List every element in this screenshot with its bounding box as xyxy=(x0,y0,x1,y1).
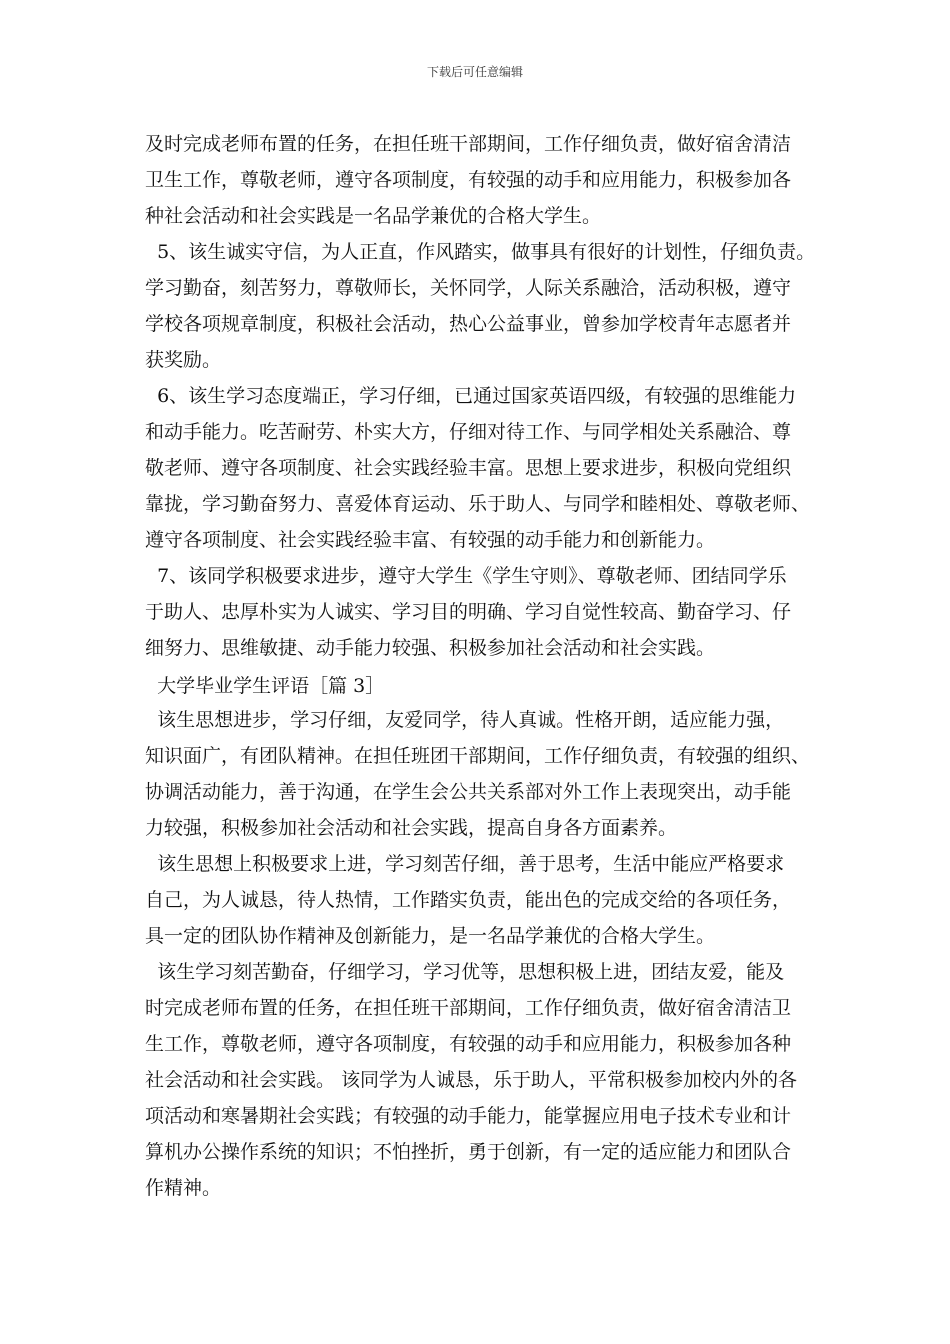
text-line: 该生学习刻苦勤奋，仔细学习，学习优等，思想积极上进，团结友爱，能及 xyxy=(145,961,785,983)
text-line: 6、该生学习态度端正，学习仔细，已通过国家英语四级，有较强的思维能力 xyxy=(145,385,797,407)
text-line: 力较强，积极参加社会活动和社会实践，提高自身各方面素养。 xyxy=(145,817,678,839)
text-line: 于助人、忠厚朴实为人诚实、学习目的明确、学习自觉性较高、勤奋学习、仔 xyxy=(145,601,792,623)
text-line: 自己，为人诚恳，待人热情，工作踏实负责，能出色的完成交给的各项任务， xyxy=(145,889,792,911)
text-line: 敬老师、遵守各项制度、社会实践经验丰富。思想上要求进步，积极向党组织 xyxy=(145,457,792,479)
text-line: 学习勤奋，刻苦努力，尊敬师长，关怀同学，人际关系融洽，活动积极，遵守 xyxy=(145,277,792,299)
text-line: 具一定的团队协作精神及创新能力，是一名品学兼优的合格大学生。 xyxy=(145,925,716,947)
text-line: 社会活动和社会实践。 该同学为人诚恳，乐于助人，平常积极参加校内外的各 xyxy=(145,1069,798,1091)
text-line: 7、该同学积极要求进步，遵守大学生《学生守则》、尊敬老师、团结同学乐 xyxy=(145,565,787,587)
text-line: 获奖励。 xyxy=(145,349,222,371)
text-line: 卫生工作，尊敬老师，遵守各项制度，有较强的动手和应用能力，积极参加各 xyxy=(145,169,792,191)
text-line: 和动手能力。吃苦耐劳、朴实大方，仔细对待工作、与同学相处关系融洽、尊 xyxy=(145,421,792,443)
text-line: 作精神。 xyxy=(145,1177,222,1199)
text-line: 细努力、思维敏捷、动手能力较强、积极参加社会活动和社会实践。 xyxy=(145,637,716,659)
text-line: 时完成老师布置的任务，在担任班干部期间，工作仔细负责，做好宿舍清洁卫 xyxy=(145,997,792,1019)
text-line: 项活动和寒暑期社会实践；有较强的动手能力，能掌握应用电子技术专业和计 xyxy=(145,1105,792,1127)
text-line: 该生思想进步，学习仔细，友爱同学，待人真诚。性格开朗，适应能力强， xyxy=(145,709,785,731)
text-line: 学校各项规章制度，积极社会活动，热心公益事业，曾参加学校青年志愿者并 xyxy=(145,313,792,335)
section-heading: 大学毕业学生评语［篇 3］ xyxy=(145,675,385,697)
text-line: 算机办公操作系统的知识；不怕挫折，勇于创新，有一定的适应能力和团队合 xyxy=(145,1141,792,1163)
text-line: 该生思想上积极要求上进，学习刻苦仔细，善于思考，生活中能应严格要求 xyxy=(145,853,785,875)
text-line: 种社会活动和社会实践是一名品学兼优的合格大学生。 xyxy=(145,205,602,227)
text-line: 靠拢，学习勤奋努力、喜爱体育运动、乐于助人、与同学和睦相处、尊敬老师、 xyxy=(145,493,811,515)
text-line: 生工作，尊敬老师，遵守各项制度，有较强的动手和应用能力，积极参加各种 xyxy=(145,1033,792,1055)
text-line: 知识面广，有团队精神。在担任班团干部期间，工作仔细负责，有较强的组织、 xyxy=(145,745,811,767)
text-line: 协调活动能力，善于沟通，在学生会公共关系部对外工作上表现突出，动手能 xyxy=(145,781,792,803)
text-line: 5、该生诚实守信，为人正直，作风踏实，做事具有很好的计划性，仔细负责。 xyxy=(145,241,816,263)
text-line: 遵守各项制度、社会实践经验丰富、有较强的动手能力和创新能力。 xyxy=(145,529,716,551)
page-header: 下载后可任意编辑 xyxy=(426,65,523,79)
text-line: 及时完成老师布置的任务，在担任班干部期间，工作仔细负责，做好宿舍清洁 xyxy=(145,133,792,155)
